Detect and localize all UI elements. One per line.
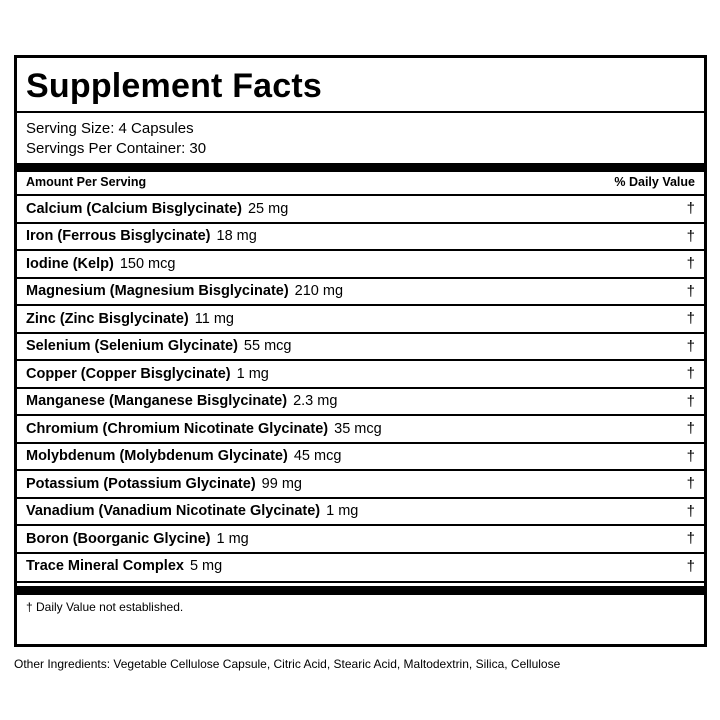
nutrient-row [17,277,704,305]
nutrient-row [17,524,704,552]
nutrient-daily-value: † [686,282,695,300]
nutrient-name: Zinc (Zinc Bisglycinate) [26,310,189,327]
nutrient-daily-value: † [686,227,695,245]
amount-per-serving-header: Amount Per Serving [26,175,147,189]
servings-per-container: Servings Per Container: 30 [26,140,207,157]
nutrient-row [17,497,704,525]
nutrient-amount: 18 mg [216,228,257,245]
nutrient-label [26,283,343,299]
nutrient-amount: 99 mg [261,475,302,492]
nutrient-amount: 150 mcg [119,255,176,272]
nutrient-row [17,194,704,222]
title-divider [17,111,704,113]
nutrient-name: Selenium (Selenium Glycinate) [26,338,238,355]
nutrient-label [26,201,288,217]
nutrient-name: Vanadium (Vanadium Nicotinate Glycinate) [26,503,321,520]
nutrient-daily-value: † [686,447,695,465]
nutrient-amount: 1 mg [326,503,359,520]
nutrient-amount: 1 mg [236,365,269,382]
nutrient-amount: 55 mcg [243,338,292,355]
nutrient-row [17,332,704,360]
nutrient-daily-value: † [686,502,695,520]
other-ingredients: Other Ingredients: Vegetable Cellulose Capsule, Citric Acid, Stearic Acid, Maltodextrin, Silica, Cellulose [14,657,561,671]
nutrient-row [17,552,704,580]
nutrient-label [26,558,222,574]
nutrient-daily-value: † [686,365,695,383]
nutrient-name: Copper (Copper Bisglycinate) [26,365,231,382]
daily-value-header: % Daily Value [614,175,695,189]
nutrient-name: Trace Mineral Complex [26,558,184,575]
nutrient-daily-value: † [686,255,695,273]
nutrient-row [17,249,704,277]
nutrient-row [17,442,704,470]
nutrient-amount: 1 mg [216,530,249,547]
nutrient-amount: 210 mg [294,283,344,300]
nutrient-daily-value: † [686,392,695,410]
nutrient-daily-value: † [686,420,695,438]
nutrient-label [26,256,175,272]
nutrient-label [26,311,234,327]
footnote-divider [17,586,704,595]
nutrient-row [17,359,704,387]
nutrient-label [26,366,269,382]
nutrient-label [26,421,382,437]
nutrient-name: Potassium (Potassium Glycinate) [26,475,256,492]
nutrient-label [26,476,302,492]
nutrient-row [17,469,704,497]
nutrient-daily-value: † [686,475,695,493]
nutrient-daily-value: † [686,557,695,575]
nutrient-daily-value: † [686,530,695,548]
nutrient-label [26,393,337,409]
nutrient-name: Calcium (Calcium Bisglycinate) [26,200,242,217]
nutrient-label [26,531,249,547]
nutrient-row [17,304,704,332]
nutrient-name: Chromium (Chromium Nicotinate Glycinate) [26,420,329,437]
nutrient-name: Iodine (Kelp) [26,255,114,272]
nutrient-daily-value: † [686,337,695,355]
serving-divider [17,163,704,172]
nutrient-name: Manganese (Manganese Bisglycinate) [26,393,288,410]
nutrient-amount: 5 mg [189,558,223,575]
nutrient-name: Boron (Boorganic Glycine) [26,530,211,547]
nutrient-name: Magnesium (Magnesium Bisglycinate) [26,283,289,300]
nutrient-row [17,414,704,442]
serving-size: Serving Size: 4 Capsules [26,120,194,137]
nutrient-name: Molybdenum (Molybdenum Glycinate) [26,448,288,465]
nutrient-row [17,222,704,250]
nutrient-amount: 45 mcg [293,448,342,465]
footnote: † Daily Value not established. [26,600,184,614]
nutrient-name: Iron (Ferrous Bisglycinate) [26,228,211,245]
nutrient-amount: 25 mg [247,200,289,217]
nutrient-amount: 11 mg [194,310,234,327]
nutrient-amount: 2.3 mg [293,393,338,410]
panel-title: Supplement Facts [26,67,323,105]
nutrient-label [26,503,358,519]
list-end-divider [17,581,704,583]
nutrient-amount: 35 mcg [334,420,382,437]
supplement-facts-panel [14,55,707,647]
nutrient-label [26,448,341,464]
nutrient-row [17,387,704,415]
nutrient-daily-value: † [686,310,695,328]
column-header-row [26,175,695,189]
nutrient-list [17,194,704,579]
nutrient-daily-value: † [686,200,695,218]
nutrient-label [26,338,291,354]
nutrient-label [26,228,257,244]
